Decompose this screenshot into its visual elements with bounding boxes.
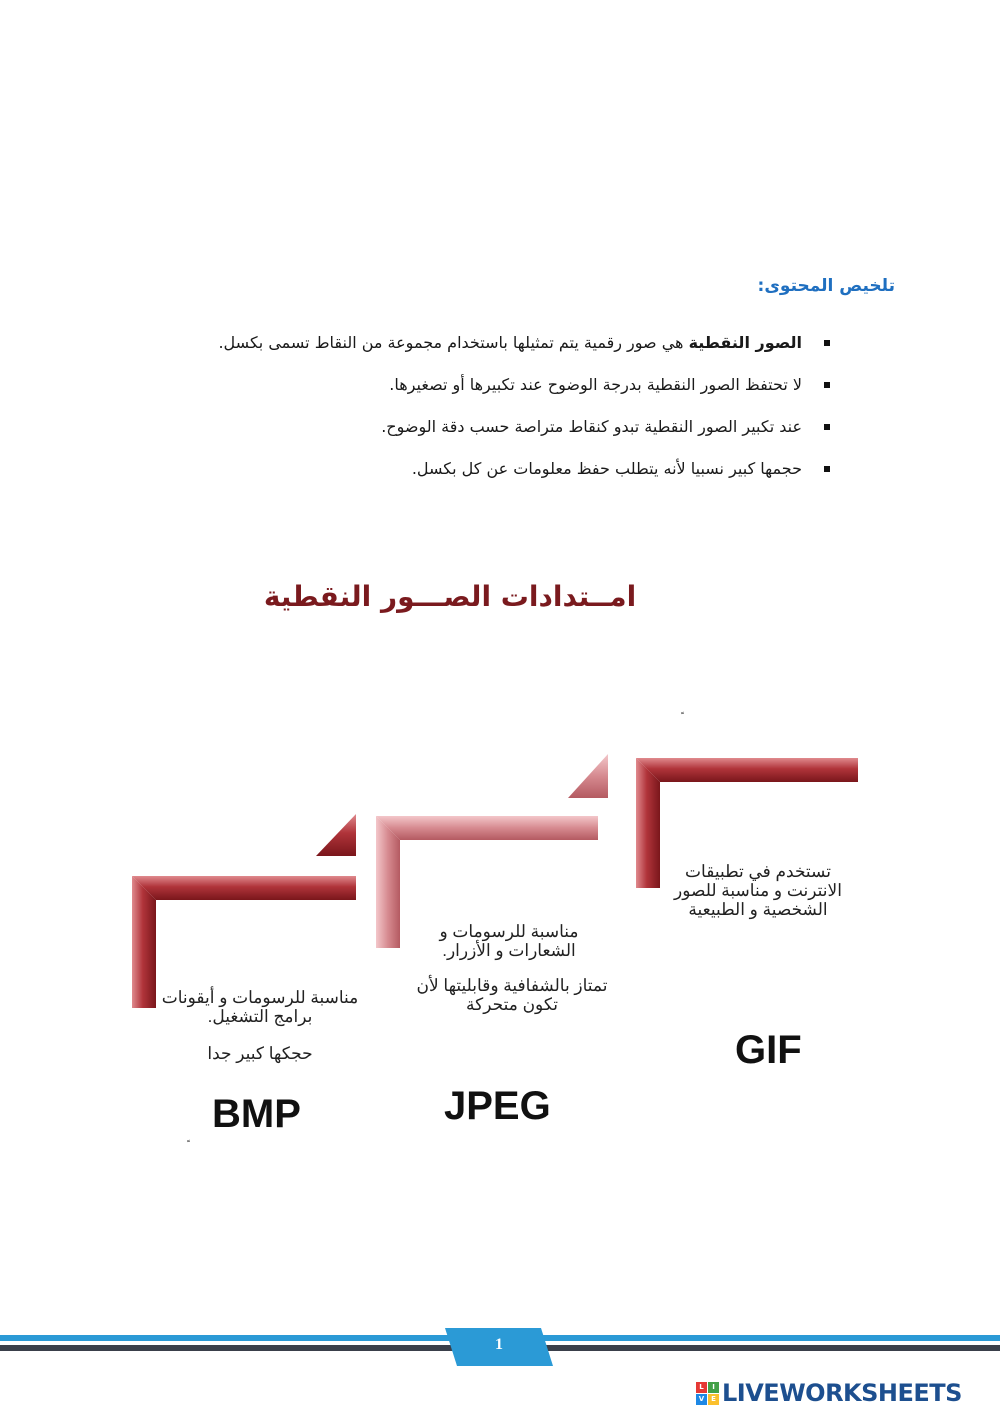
gif-description: تستخدم في تطبيقات الانترنت و مناسبة للصور الشخصية و الطبيعية	[674, 862, 842, 919]
bullet-text: عند تكبير الصور النقطية تبدو كنقاط متراصة حسب دقة الوضوح.	[381, 417, 802, 436]
bmp-description-2: حجكها كبير جدا	[207, 1044, 313, 1063]
summary-heading: تلخيص المحتوى:	[757, 276, 895, 296]
page-number: 1	[495, 1336, 503, 1353]
bmp-description: مناسبة للرسومات و أيقونات برامج التشغيل.	[161, 988, 359, 1026]
brand-name: LIVEWORKSHEETS	[722, 1379, 962, 1407]
bullet-text: هي صور رقمية يتم تمثيلها باستخدام مجموعة من النقاط تسمى بكسل.	[218, 333, 689, 352]
gif-arrow-shape	[568, 754, 608, 798]
logo-letter: E	[708, 1394, 719, 1405]
bullet-bold-term: الصور النقطية	[688, 333, 802, 352]
liveworksheets-logo-icon	[696, 1382, 719, 1405]
jpeg-label: JPEG	[444, 1084, 551, 1128]
bullet-text: حجمها كبير نسبيا لأنه يتطلب حفظ معلومات عن كل بكسل.	[411, 459, 802, 478]
logo-letter: I	[708, 1382, 719, 1393]
jpeg-description: مناسبة للرسومات و الشعارات و الأزرار.	[439, 922, 579, 960]
logo-letter: L	[696, 1382, 707, 1393]
jpeg-description-2: تمتاز بالشفافية وقابليتها لأن تكون متحركة	[416, 976, 608, 1014]
jpeg-arrow-shape	[316, 814, 356, 856]
logo-letter: V	[696, 1394, 707, 1405]
bullet-text: لا تحتفظ الصور النقطية بدرجة الوضوح عند تكبيرها أو تصغيرها.	[389, 375, 802, 394]
bmp-label: BMP	[212, 1092, 301, 1136]
liveworksheets-brand	[696, 1378, 962, 1408]
section-title: امــتدادات الصـــور النقطية	[263, 580, 637, 613]
gif-label: GIF	[735, 1028, 802, 1072]
